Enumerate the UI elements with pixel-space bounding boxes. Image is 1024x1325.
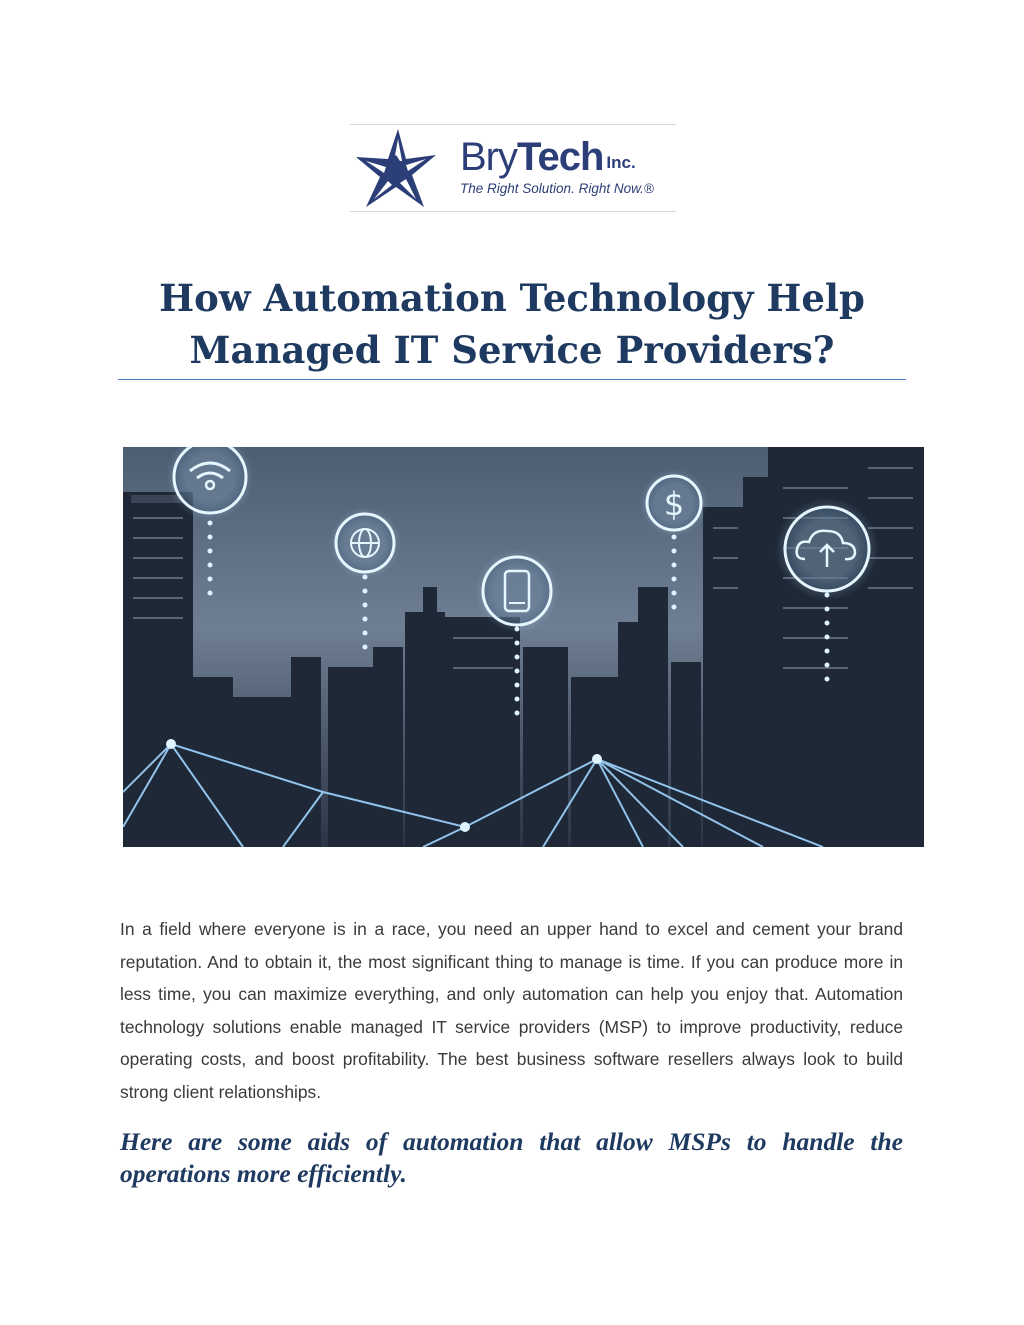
brand-tagline: The Right Solution. Right Now.® [460, 181, 654, 196]
brand-name-part1: Bry [460, 135, 517, 179]
hero-image [123, 447, 924, 847]
page-title: How Automation Technology Help Managed IT Service Providers? [159, 276, 865, 372]
globe-icon [329, 507, 401, 579]
dollar-icon [640, 469, 708, 537]
section-lead-heading: Here are some aids of automation that allow MSPs to handle the operations more efficiently. [120, 1127, 903, 1188]
title-divider [118, 379, 906, 380]
svg-text:$: $ [663, 485, 685, 523]
city-network-illustration [123, 447, 924, 847]
smartphone-icon [475, 549, 559, 633]
cloud-upload-icon [775, 497, 879, 601]
brand-name-part2: Tech [517, 135, 604, 179]
brand-logo [350, 124, 676, 212]
brand-suffix: Inc. [606, 153, 636, 172]
intro-paragraph: In a field where everyone is in a race, you need an upper hand to excel and cement your brand reputation. And to obtain it, the most significant thing to manage is time. If you can produce more in less time, you can maximize everything, and only automation can help you enjoy that. Automation technology solutions enable managed IT service providers (MSP) to improve productivity, reduce operating costs, and boost profitability. The best business software resellers always look to build strong client relationships. [120, 919, 903, 1102]
brand-name [460, 137, 636, 183]
star-logo-icon [354, 127, 438, 209]
